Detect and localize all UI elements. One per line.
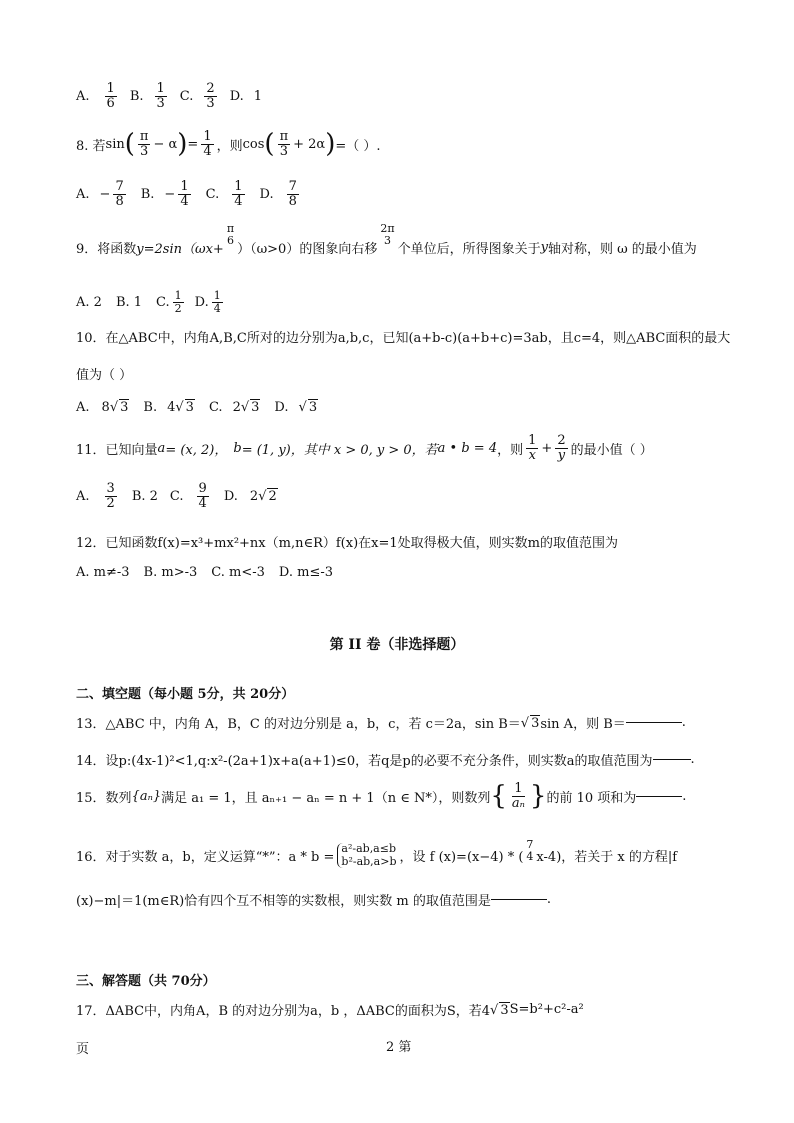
solve-heading: 三、解答题（共 70分） <box>76 974 216 989</box>
fraction: $\frac{1}{6}$ <box>106 81 115 111</box>
question-10-line-1: 10．在△ABC中，内角A,B,C所对的边分别为a,b,c，已知(a+b-c)(a+b+c)=3ab，且c=4，则△ABC面积的最大 <box>76 331 731 346</box>
footer-page-number: 2 第 <box>386 1040 412 1055</box>
q7-options: A. $\frac{1}{6}$ B. $\frac{1}{3}$ C. $\frac{2}{3}$ D. 1 <box>76 81 263 111</box>
answer-blank <box>653 759 691 760</box>
question-10-line-2: 值为（ ） <box>76 368 133 383</box>
section-title: 第 II 卷（非选择题） <box>329 637 465 653</box>
piecewise-cases: a²-ab,a≤b b²-ab,a>b <box>337 843 396 868</box>
footer-left: 页 <box>76 1042 90 1057</box>
question-17: 17．ΔABC中，内角A，B 的对边分别为a，b ，ΔABC的面积为S，若4 √ 3 S=b²+c²-a² <box>76 1002 584 1019</box>
q10-options: A. 8 √ 3 B. 4 √ 3 C. 2 √ 3 D. √ 3 <box>76 399 318 415</box>
fraction: $\frac{2}{3}$ <box>206 81 215 111</box>
q11-options: A. $\frac{3}{2}$ B. 2 C. $\frac{9}{4}$ D. 2 √ 2 <box>76 481 277 511</box>
q8-options: A. − $\frac{7}{8}$ B. − $\frac{1}{4}$ C. $\frac{1}{4}$ D. $\frac{7}{8}$ <box>76 179 297 209</box>
question-12: 12．已知函数f(x)=x³+mx²+nx（m,n∈R）f(x)在x=1处取得极大值，则实数m的取值范围为 <box>76 536 618 551</box>
question-13: 13．△ABC 中，内角 A，B，C 的对边分别是 a，b，c，若 c＝2a，sin B＝ √ 3 sin A，则 B＝ . <box>76 715 686 732</box>
q12-options: A. m≠-3 B. m>-3 C. m<-3 D. m≤-3 <box>76 565 333 580</box>
answer-blank <box>491 899 547 900</box>
question-14: 14．设p:(4x-1)²<1,q:x²-(2a+1)x+a(a+1)≤0，若q是p的必要不充分条件，则实数a的取值范围为 . <box>76 752 695 769</box>
question-15: 15．数列 {aₙ} 满足 a₁ = 1，且 aₙ₊₁ − aₙ = n + 1（n ∈ N*），则数列 { $\frac{1}{\text{aₙ}}$ } 的前 10 项和为 . <box>76 781 687 812</box>
q9-options: A. 2 B. 1 C. $\frac{1}{2}$ D. $\frac{1}{4}$ <box>76 289 221 315</box>
answer-blank <box>636 796 682 797</box>
question-8: 8. 若 sin ( $\frac{\pi}{3}$ − α ) = $\frac{1}{4}$ ，则 cos ( $\frac{\pi}{3}$ + 2α ) =（ ）. <box>76 129 381 160</box>
question-11: 11．已知向量 a = (x, 2)， b = (1, y)，其中 x > 0, y > 0，若 a • b = 4 ，则 $\frac{1}{x}$ + $\frac{2}{y}$ 的最小值（ ） <box>76 433 653 463</box>
question-9: 9．将函数 y=2sin（ωx+ π 6 ）（ω>0）的图象向右移 2π 3 个单位后，所得图象关于 y 轴对称，则 ω 的最小值为 <box>76 221 697 257</box>
question-16-line-1: 16．对于实数 a，b，定义运算“*”：a * b = a²-ab,a≤b b²-ab,a>b ，设 f (x)=(x−4) * ( 7 4 x-4)，若关于 x 的方程|f <box>76 838 678 868</box>
answer-blank <box>626 722 682 723</box>
fill-blank-heading: 二、填空题（每小题 5分，共 20分） <box>76 687 295 702</box>
question-16-line-2: (x)−m|＝1(m∈R)恰有四个互不相等的实数根，则实数 m 的取值范围是 . <box>76 892 551 909</box>
fraction: $\frac{1}{3}$ <box>156 81 165 111</box>
